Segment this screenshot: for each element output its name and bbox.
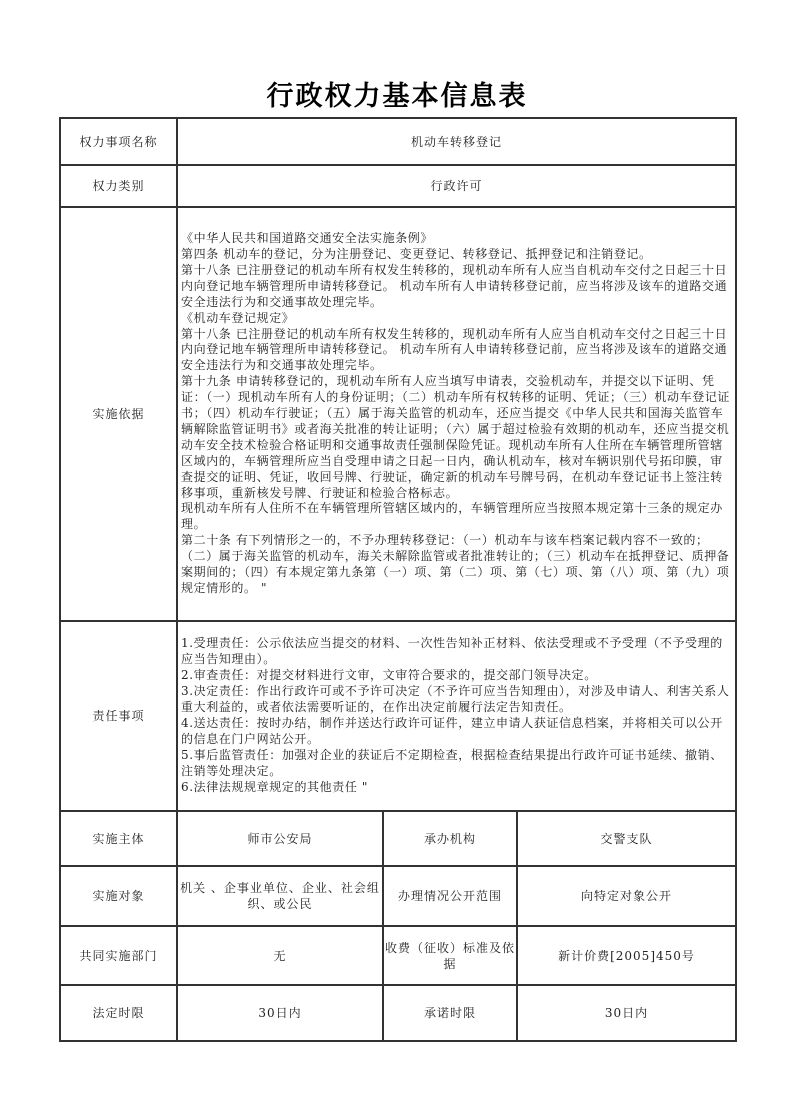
row-subject <box>60 811 736 866</box>
promised-time-limit-label: 承诺时限 <box>383 985 517 1041</box>
power-category-label: 权力类别 <box>60 165 177 207</box>
power-name-label: 权力事项名称 <box>60 118 177 165</box>
row-power-category <box>60 165 736 207</box>
target-label: 实施对象 <box>60 866 177 926</box>
target-value: 机关 、企事业单位、企业、社会组织、或公民 <box>177 866 383 926</box>
responsibility-item: 5.事后监管责任：加强对企业的获证后不定期检查，根据检查结果提出行政许可证书延续、撤销、注销等处理决定。 <box>181 747 723 778</box>
responsibility-item: 1.受理责任：公示依法应当提交的材料、一次性告知补正材料、依法受理或不予受理（不予受理的应当告知理由）。 <box>181 636 723 667</box>
basis-paragraph: 现机动车所有人住所不在车辆管理所管辖区域内的，车辆管理所应当按照本规定第十三条的规定办理。 <box>181 501 723 532</box>
basis-paragraph: 第二十条 有下列情形之一的，不予办理转移登记：（一）机动车与该车档案记载内容不一致的；（二）属于海关监管的机动车，海关未解除监管或者批准转让的；（三）机动车在抵押登记、质押备案期间的；（四）有本规定第九条第（一）项、第（二）项、第（七）项、第（八）项、第（九）项规定情形的。 " <box>181 533 730 596</box>
handling-agency-label: 承办机构 <box>383 811 517 866</box>
joint-dept-label: 共同实施部门 <box>60 926 177 985</box>
power-name-value: 机动车转移登记 <box>177 118 736 165</box>
responsibility-label: 责任事项 <box>60 621 177 811</box>
basis-paragraph: 第四条 机动车的登记，分为注册登记、变更登记、转移登记、抵押登记和注销登记。 <box>181 246 652 261</box>
page-title: 行政权力基本信息表 <box>266 81 528 112</box>
row-responsibility <box>60 621 736 811</box>
row-time-limit <box>60 985 736 1041</box>
legal-time-limit-value: 30日内 <box>177 985 383 1041</box>
basis-paragraph: 《中华人民共和国道路交通安全法实施条例》 <box>181 231 434 246</box>
basis-paragraph: 第十九条 申请转移登记的，现机动车所有人应当填写申请表，交验机动车，并提交以下证明、凭证：（一）现机动车所有人的身份证明；（二）机动车所有权转移的证明、凭证；（三）机动车登记证书；（四）机动车行驶证；（五）属于海关监管的机动车，还应当提交《中华人民共和国海关监管车辆解除监管证明书》或者海关批准的转让证明；（六）属于超过检验有效期的机动车，还应当提交机动车安全技术检验合格证明和交通事故责任强制保险凭证。现机动车所有人住所在车辆管理所管辖区域内的，车辆管理所应当自受理申请之日起一日内，确认机动车，核对车辆识别代号拓印膜，审查提交的证明、凭证，收回号牌、行驶证，确定新的机动车号牌号码，在机动车登记证书上签注转移事项，重新核发号牌、行驶证和检验合格标志。 <box>181 374 731 500</box>
legal-time-limit-label: 法定时限 <box>60 985 177 1041</box>
responsibility-item: 4.送达责任：按时办结，制作并送达行政许可证件，建立申请人获证信息档案，并将相关可以公开的信息在门户网站公开。 <box>181 716 723 746</box>
responsibility-item: 6.法律法规规章规定的其他责任 " <box>181 779 368 794</box>
basis-paragraph: 第十八条 已注册登记的机动车所有权发生转移的，现机动车所有人应当自机动车交付之日起三十日内向登记地车辆管理所申请转移登记。 机动车所有人申请转移登记前，应当将涉及该车的道路交通安全违法行为和交通事故处理完毕。 <box>181 326 728 373</box>
row-joint-dept <box>60 926 736 985</box>
basis-paragraph: 《机动车登记规定》 <box>181 310 295 325</box>
subject-label: 实施主体 <box>60 811 177 866</box>
basis-paragraph: 第十八条 已注册登记的机动车所有权发生转移的，现机动车所有人应当自机动车交付之日起三十日内向登记地车辆管理所申请转移登记。 机动车所有人申请转移登记前，应当将涉及该车的道路交通安全违法行为和交通事故处理完毕。 <box>181 262 728 309</box>
joint-dept-value: 无 <box>177 926 383 985</box>
promised-time-limit-value: 30日内 <box>517 985 736 1041</box>
disclosure-scope-value: 向特定对象公开 <box>517 866 736 926</box>
responsibility-item: 3.决定责任：作出行政许可或不予许可决定（不予许可应当告知理由），对涉及申请人、利害关系人重大利益的，或者依法需要听证的，在作出决定前履行法定告知责任。 <box>181 684 730 715</box>
responsibility-content <box>177 621 736 811</box>
handling-agency-value: 交警支队 <box>517 811 736 866</box>
row-power-name <box>60 118 736 165</box>
responsibility-item: 2.审查责任：对提交材料进行文审，文审符合要求的，提交部门领导决定。 <box>181 668 597 683</box>
row-target <box>60 866 736 926</box>
row-basis <box>60 207 736 621</box>
basis-content <box>177 207 736 621</box>
subject-value: 师市公安局 <box>177 811 383 866</box>
disclosure-scope-label: 办理情况公开范围 <box>383 866 517 926</box>
fee-standard-label: 收费（征收）标准及依据 <box>383 926 517 985</box>
fee-standard-value: 新计价费[2005]450号 <box>517 926 736 985</box>
info-table <box>59 117 737 1042</box>
basis-label: 实施依据 <box>60 207 177 621</box>
power-category-value: 行政许可 <box>177 165 736 207</box>
